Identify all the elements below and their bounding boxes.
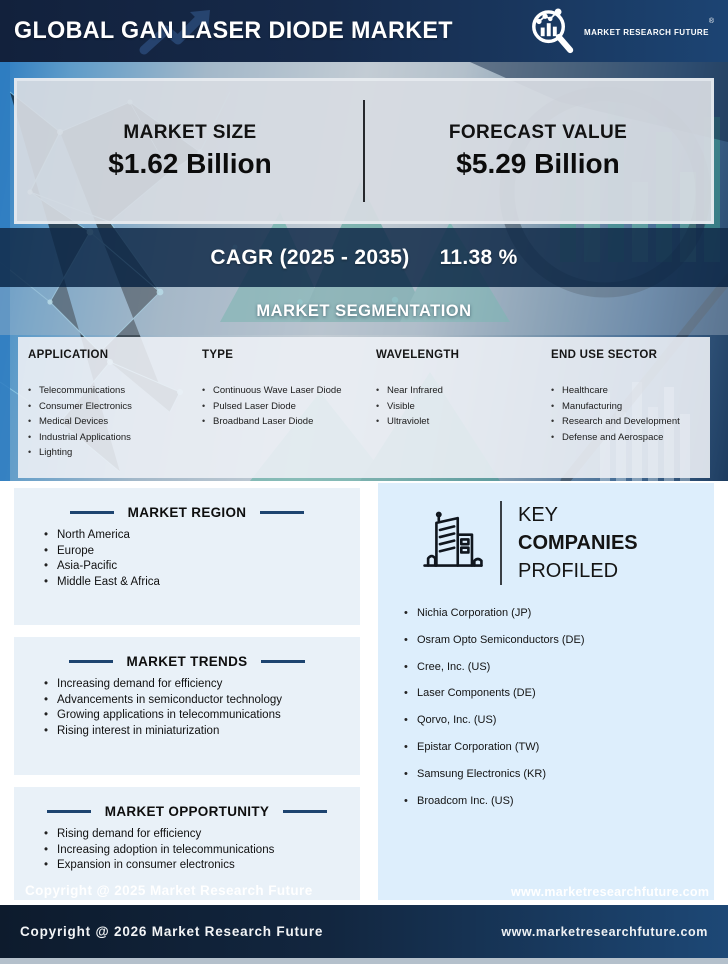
market-region-list <box>44 528 360 590</box>
key-companies-panel <box>378 483 714 900</box>
list-item: • Continuous Wave Laser Diode <box>202 383 376 399</box>
market-trends-title: MARKET TRENDS <box>126 654 248 669</box>
segmentation-title: MARKET SEGMENTATION <box>256 301 472 320</box>
segment-list <box>202 383 376 430</box>
list-item: • Healthcare <box>551 383 706 399</box>
companies-list <box>404 607 714 808</box>
brand-logo <box>526 5 714 57</box>
list-item: • Advancements in semiconductor technology <box>44 693 360 709</box>
title-dash-right <box>261 660 305 663</box>
list-item: • Increasing demand for efficiency <box>44 677 360 693</box>
key-companies-title-line2: COMPANIES <box>518 532 638 554</box>
segment-column-type <box>202 349 376 478</box>
list-item: • Increasing adoption in telecommunications <box>44 843 360 859</box>
list-item: • Near Infrared <box>376 383 551 399</box>
segment-list <box>28 383 202 461</box>
key-companies-header <box>378 483 714 585</box>
list-item: • Nichia Corporation (JP) <box>404 607 714 620</box>
segment-column-end-use <box>551 349 706 478</box>
panel-title-row <box>14 488 360 520</box>
list-item: • Qorvo, Inc. (US) <box>404 714 714 727</box>
list-item: • Laser Components (DE) <box>404 687 714 700</box>
lower-section <box>0 481 728 905</box>
list-item: • Asia-Pacific <box>44 559 360 575</box>
market-size-value: $1.62 Billion <box>108 148 272 179</box>
market-region-panel <box>14 488 360 625</box>
list-item: • Defense and Aerospace <box>551 430 706 446</box>
list-item: • Industrial Applications <box>28 430 202 446</box>
registered-trademark: ® <box>708 17 714 25</box>
market-opportunity-list <box>44 827 360 874</box>
market-size-label: MARKET SIZE <box>123 122 257 143</box>
list-item: • Ultraviolet <box>376 414 551 430</box>
vertical-divider <box>500 501 502 585</box>
list-item: • Growing applications in telecommunications <box>44 708 360 724</box>
segment-title: END USE SECTOR <box>551 349 658 361</box>
panel-title-row <box>14 787 360 819</box>
segment-title: APPLICATION <box>28 349 109 361</box>
list-item: • Broadband Laser Diode <box>202 414 376 430</box>
list-item: • Visible <box>376 399 551 415</box>
key-companies-title-line1: KEY <box>518 504 559 526</box>
list-item: • Cree, Inc. (US) <box>404 661 714 674</box>
market-stats-panel <box>14 78 714 224</box>
market-opportunity-title: MARKET OPPORTUNITY <box>104 804 270 819</box>
header-bar <box>0 0 728 62</box>
list-item: • Manufacturing <box>551 399 706 415</box>
buildings-icon <box>422 511 484 575</box>
list-item: • Consumer Electronics <box>28 399 202 415</box>
title-dash-right <box>260 511 304 514</box>
cagr-label: CAGR (2025 - 2035) <box>210 245 410 269</box>
brand-name: MARKET RESEARCH FUTURE <box>584 28 709 37</box>
segment-list <box>376 383 551 430</box>
list-item: • Medical Devices <box>28 414 202 430</box>
bottom-strip <box>0 958 728 964</box>
title-dash-left <box>47 810 91 813</box>
market-trends-panel <box>14 637 360 775</box>
list-item: • Research and Development <box>551 414 706 430</box>
hero-section <box>0 62 728 481</box>
segmentation-title-band <box>0 287 728 335</box>
key-companies-title-line3: PROFILED <box>518 560 619 582</box>
list-item: • Epistar Corporation (TW) <box>404 741 714 754</box>
cagr-band <box>0 228 728 287</box>
list-item: • Middle East & Africa <box>44 575 360 591</box>
title-dash-right <box>283 810 327 813</box>
page-title: GLOBAL GAN LASER DIODE MARKET <box>14 17 453 44</box>
segmentation-panel <box>18 337 710 478</box>
market-size-block <box>17 122 363 180</box>
forecast-value-value: $5.29 Billion <box>456 148 620 179</box>
panel-title-row <box>14 637 360 669</box>
list-item: • Rising interest in miniaturization <box>44 724 360 740</box>
segment-column-wavelength <box>376 349 551 478</box>
watermark-website: www.marketresearchfuture.com <box>511 885 710 899</box>
segment-title: WAVELENGTH <box>376 349 460 361</box>
segment-column-application <box>28 349 202 478</box>
key-companies-title <box>518 501 638 585</box>
footer-copyright: Copyright @ 2026 Market Research Future <box>20 924 324 939</box>
list-item: • Broadcom Inc. (US) <box>404 795 714 808</box>
list-item: • Lighting <box>28 445 202 461</box>
cagr-value: 11.38 % <box>439 245 518 269</box>
title-dash-left <box>70 511 114 514</box>
list-item: • Osram Opto Semiconductors (DE) <box>404 634 714 647</box>
list-item: • Pulsed Laser Diode <box>202 399 376 415</box>
segment-title: TYPE <box>202 349 234 361</box>
watermark-copyright: Copyright @ 2025 Market Research Future <box>25 883 313 898</box>
list-item: • Telecommunications <box>28 383 202 399</box>
market-trends-list <box>44 677 360 739</box>
segment-list <box>551 383 706 445</box>
list-item: • North America <box>44 528 360 544</box>
forecast-value-block <box>365 122 711 180</box>
list-item: • Expansion in consumer electronics <box>44 858 360 874</box>
forecast-value-label: FORECAST VALUE <box>448 122 628 143</box>
footer-bar <box>0 905 728 958</box>
footer-website: www.marketresearchfuture.com <box>501 924 708 939</box>
title-dash-left <box>69 660 113 663</box>
magnifier-chart-logo-icon <box>526 5 578 57</box>
market-region-title: MARKET REGION <box>127 505 247 520</box>
list-item: • Samsung Electronics (KR) <box>404 768 714 781</box>
list-item: • Rising demand for efficiency <box>44 827 360 843</box>
list-item: • Europe <box>44 544 360 560</box>
